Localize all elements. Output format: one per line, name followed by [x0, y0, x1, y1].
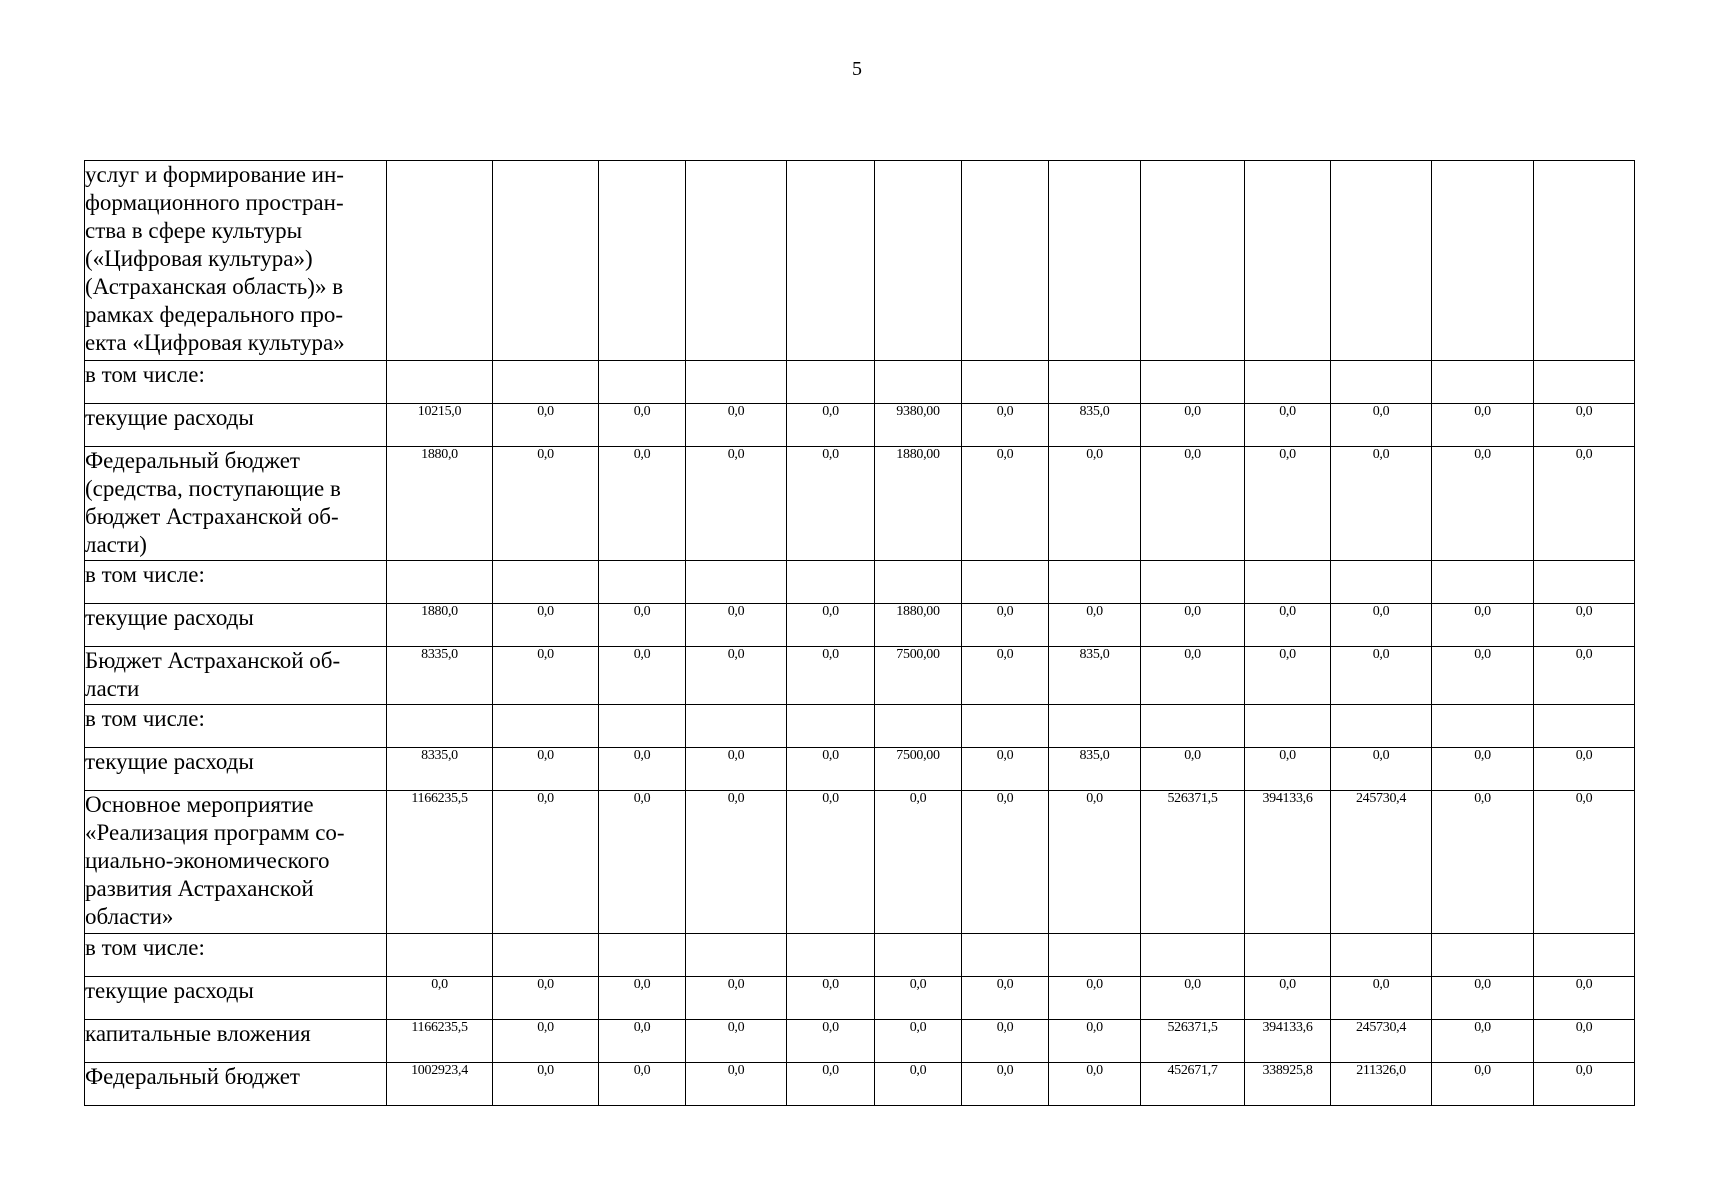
table-cell: 0,0 [1141, 404, 1245, 447]
table-cell: 0,0 [1245, 647, 1331, 705]
table-cell [686, 934, 787, 977]
table-cell: 0,0 [493, 404, 599, 447]
table-cell: 0,0 [599, 404, 686, 447]
table-cell [1331, 934, 1432, 977]
table-cell: 245730,4 [1331, 791, 1432, 934]
table-cell: 0,0 [1432, 748, 1534, 791]
table-cell [1331, 561, 1432, 604]
table-cell [686, 705, 787, 748]
table-cell: 0,0 [962, 1020, 1049, 1063]
table-row [85, 1020, 1635, 1063]
table-cell: 0,0 [493, 1020, 599, 1063]
table-cell [1049, 561, 1141, 604]
table-cell [387, 561, 493, 604]
row-label: Федеральный бюджет [85, 1063, 387, 1106]
table-cell [493, 705, 599, 748]
table-cell: 0,0 [962, 404, 1049, 447]
table-cell: 0,0 [686, 977, 787, 1020]
table-cell [962, 361, 1049, 404]
budget-table [84, 160, 1635, 1106]
table-cell: 1880,0 [387, 604, 493, 647]
table-cell: 0,0 [1049, 791, 1141, 934]
table-cell [1245, 934, 1331, 977]
table-cell: 452671,7 [1141, 1063, 1245, 1106]
table-cell [787, 561, 875, 604]
page-number: 5 [852, 58, 862, 80]
table-cell [875, 361, 962, 404]
table-cell: 0,0 [493, 748, 599, 791]
table-cell [493, 561, 599, 604]
table-cell: 0,0 [599, 791, 686, 934]
table-cell [787, 161, 875, 361]
table-cell [1534, 361, 1635, 404]
table-cell [1432, 161, 1534, 361]
table-cell: 0,0 [1331, 647, 1432, 705]
table-cell [1432, 934, 1534, 977]
table-cell: 835,0 [1049, 748, 1141, 791]
table-row [85, 361, 1635, 404]
table-cell [875, 705, 962, 748]
row-label: в том числе: [85, 705, 387, 748]
table-row [85, 561, 1635, 604]
table-cell: 0,0 [1534, 748, 1635, 791]
row-label: текущие расходы [85, 404, 387, 447]
table-cell [1331, 161, 1432, 361]
table-cell: 0,0 [1049, 977, 1141, 1020]
table-cell [1049, 161, 1141, 361]
table-cell [493, 161, 599, 361]
table-cell [1141, 361, 1245, 404]
table-cell [1331, 705, 1432, 748]
table-cell: 0,0 [787, 647, 875, 705]
table-cell: 9380,00 [875, 404, 962, 447]
table-cell: 0,0 [962, 1063, 1049, 1106]
table-cell: 0,0 [599, 604, 686, 647]
table-row [85, 161, 1635, 361]
table-cell: 0,0 [1432, 977, 1534, 1020]
table-row [85, 647, 1635, 705]
table-cell: 1880,0 [387, 447, 493, 561]
table-cell: 0,0 [1534, 647, 1635, 705]
table-cell: 0,0 [875, 791, 962, 934]
table-cell: 0,0 [599, 748, 686, 791]
table-cell: 7500,00 [875, 748, 962, 791]
table-cell: 0,0 [493, 647, 599, 705]
table-cell: 0,0 [787, 447, 875, 561]
table-cell: 526371,5 [1141, 1020, 1245, 1063]
table-cell: 0,0 [787, 1020, 875, 1063]
row-label: в том числе: [85, 561, 387, 604]
table-cell: 0,0 [1141, 977, 1245, 1020]
row-label: Бюджет Астраханской об- ласти [85, 647, 387, 705]
table-cell: 394133,6 [1245, 791, 1331, 934]
table-cell: 0,0 [875, 1020, 962, 1063]
table-cell: 0,0 [1432, 647, 1534, 705]
table-cell: 10215,0 [387, 404, 493, 447]
table-cell: 0,0 [686, 1063, 787, 1106]
table-cell: 0,0 [1432, 1020, 1534, 1063]
table-cell: 0,0 [1245, 404, 1331, 447]
row-label: Основное мероприятие «Реализация программ со- циально-экономического развития Астраханской области» [85, 791, 387, 934]
table-cell: 0,0 [1331, 604, 1432, 647]
table-row [85, 404, 1635, 447]
table-cell: 338925,8 [1245, 1063, 1331, 1106]
table-row [85, 705, 1635, 748]
table-cell: 0,0 [686, 404, 787, 447]
table-cell [599, 561, 686, 604]
table-cell: 0,0 [686, 447, 787, 561]
table-cell: 0,0 [1432, 791, 1534, 934]
table-cell [1141, 705, 1245, 748]
table-cell: 0,0 [787, 977, 875, 1020]
row-label: текущие расходы [85, 748, 387, 791]
table-cell: 0,0 [1049, 447, 1141, 561]
row-label: услуг и формирование ин- формационного простран- ства в сфере культуры («Цифровая культура») (Астраханская область)» в рамках федерального про- екта «Цифровая культура» [85, 161, 387, 361]
table-cell: 0,0 [1245, 977, 1331, 1020]
table-cell: 211326,0 [1331, 1063, 1432, 1106]
table-cell [1432, 361, 1534, 404]
table-cell: 0,0 [599, 647, 686, 705]
table-cell: 0,0 [599, 1020, 686, 1063]
table-cell: 0,0 [1534, 447, 1635, 561]
table-cell [1049, 705, 1141, 748]
table-cell [1245, 161, 1331, 361]
table-cell: 0,0 [1141, 604, 1245, 647]
table-cell: 0,0 [787, 604, 875, 647]
table-cell: 394133,6 [1245, 1020, 1331, 1063]
table-cell: 0,0 [493, 604, 599, 647]
table-row [85, 447, 1635, 561]
table-cell: 835,0 [1049, 404, 1141, 447]
table-cell: 0,0 [1534, 791, 1635, 934]
table-cell: 0,0 [1534, 404, 1635, 447]
row-label: в том числе: [85, 934, 387, 977]
table-cell [1534, 561, 1635, 604]
table-cell [1049, 361, 1141, 404]
table-cell [1049, 934, 1141, 977]
table-cell: 0,0 [1432, 1063, 1534, 1106]
table-cell: 526371,5 [1141, 791, 1245, 934]
table-cell: 0,0 [1049, 1020, 1141, 1063]
table-cell [1432, 705, 1534, 748]
table-cell: 0,0 [1432, 604, 1534, 647]
table-cell: 0,0 [599, 1063, 686, 1106]
row-label: капитальные вложения [85, 1020, 387, 1063]
table-cell [962, 934, 1049, 977]
table-cell [787, 705, 875, 748]
table-cell: 0,0 [1432, 447, 1534, 561]
table-cell [599, 934, 686, 977]
table-cell [962, 161, 1049, 361]
table-cell [1245, 705, 1331, 748]
table-cell: 8335,0 [387, 748, 493, 791]
table-cell [599, 705, 686, 748]
table-row [85, 977, 1635, 1020]
table-cell: 0,0 [493, 1063, 599, 1106]
table-cell: 0,0 [1331, 748, 1432, 791]
table-cell: 0,0 [962, 604, 1049, 647]
table-cell: 1880,00 [875, 604, 962, 647]
table-cell [875, 561, 962, 604]
table-cell: 8335,0 [387, 647, 493, 705]
row-label: Федеральный бюджет (средства, поступающие в бюджет Астраханской об- ласти) [85, 447, 387, 561]
table-cell [686, 361, 787, 404]
table-cell: 0,0 [1331, 977, 1432, 1020]
table-row [85, 934, 1635, 977]
table-cell: 835,0 [1049, 647, 1141, 705]
table-cell: 0,0 [1534, 977, 1635, 1020]
table-row [85, 1063, 1635, 1106]
table-cell [787, 934, 875, 977]
row-label: в том числе: [85, 361, 387, 404]
table-cell: 0,0 [686, 791, 787, 934]
table-cell [493, 361, 599, 404]
table-cell [686, 561, 787, 604]
table-cell [1534, 934, 1635, 977]
table-cell: 0,0 [493, 977, 599, 1020]
table-cell: 0,0 [875, 977, 962, 1020]
table-cell: 1880,00 [875, 447, 962, 561]
table-cell: 0,0 [1245, 748, 1331, 791]
table-cell [787, 361, 875, 404]
table-cell: 0,0 [387, 977, 493, 1020]
table-cell [599, 161, 686, 361]
table-cell [875, 161, 962, 361]
table-cell: 0,0 [493, 447, 599, 561]
table-cell: 7500,00 [875, 647, 962, 705]
table-cell: 0,0 [1331, 447, 1432, 561]
table-cell [686, 161, 787, 361]
table-cell: 0,0 [1534, 1020, 1635, 1063]
table-cell [1141, 934, 1245, 977]
table-cell: 0,0 [1141, 447, 1245, 561]
table-cell: 0,0 [787, 748, 875, 791]
table-cell: 0,0 [787, 791, 875, 934]
table-cell [599, 361, 686, 404]
table-cell: 0,0 [599, 447, 686, 561]
table-cell [1534, 161, 1635, 361]
table-cell: 0,0 [686, 1020, 787, 1063]
table-cell: 0,0 [962, 791, 1049, 934]
table-cell [1245, 361, 1331, 404]
table-cell [962, 705, 1049, 748]
table-cell: 0,0 [686, 748, 787, 791]
table-cell [1141, 161, 1245, 361]
table-cell: 0,0 [493, 791, 599, 934]
table-cell [1331, 361, 1432, 404]
table-cell: 0,0 [1432, 404, 1534, 447]
table-cell [387, 161, 493, 361]
table-cell: 0,0 [962, 647, 1049, 705]
table-cell [387, 934, 493, 977]
table-cell: 0,0 [875, 1063, 962, 1106]
table-cell [387, 705, 493, 748]
table-row [85, 604, 1635, 647]
table-cell: 0,0 [787, 1063, 875, 1106]
table-cell [1534, 705, 1635, 748]
table-cell: 1166235,5 [387, 791, 493, 934]
table-cell: 0,0 [1141, 647, 1245, 705]
table-cell: 0,0 [1049, 604, 1141, 647]
table-cell [1245, 561, 1331, 604]
table-cell: 0,0 [1331, 404, 1432, 447]
table-cell [962, 561, 1049, 604]
row-label: текущие расходы [85, 604, 387, 647]
table-cell: 0,0 [1141, 748, 1245, 791]
table-cell [493, 934, 599, 977]
table-cell: 0,0 [1534, 604, 1635, 647]
table-cell: 0,0 [686, 647, 787, 705]
table-row [85, 748, 1635, 791]
table-cell: 0,0 [962, 748, 1049, 791]
table-row [85, 791, 1635, 934]
table-cell: 0,0 [1245, 604, 1331, 647]
table-cell: 1166235,5 [387, 1020, 493, 1063]
table-cell [875, 934, 962, 977]
row-label: текущие расходы [85, 977, 387, 1020]
table-cell: 245730,4 [1331, 1020, 1432, 1063]
table-cell: 0,0 [1534, 1063, 1635, 1106]
table-cell: 0,0 [1049, 1063, 1141, 1106]
table-cell: 0,0 [599, 977, 686, 1020]
table-cell: 1002923,4 [387, 1063, 493, 1106]
table-cell [1141, 561, 1245, 604]
table-cell: 0,0 [1245, 447, 1331, 561]
table-cell [387, 361, 493, 404]
table-cell [1432, 561, 1534, 604]
table-cell: 0,0 [962, 447, 1049, 561]
table-cell: 0,0 [787, 404, 875, 447]
table-cell: 0,0 [962, 977, 1049, 1020]
table-cell: 0,0 [686, 604, 787, 647]
